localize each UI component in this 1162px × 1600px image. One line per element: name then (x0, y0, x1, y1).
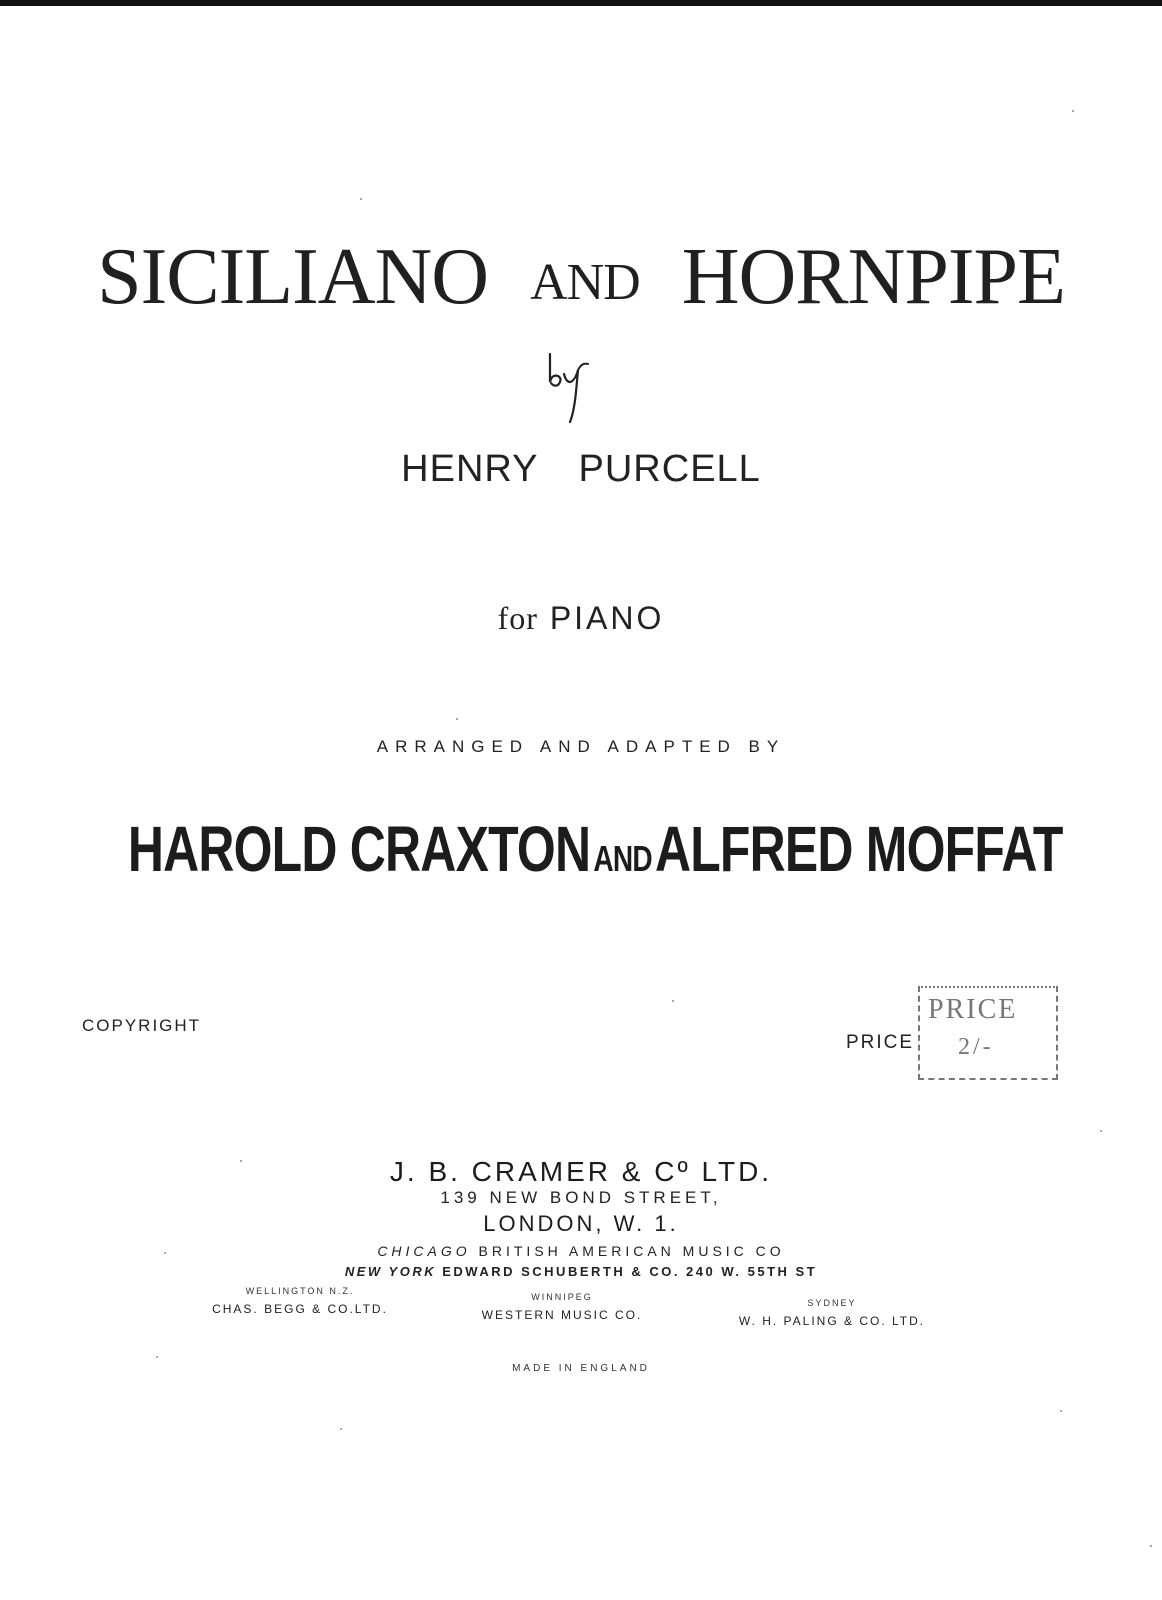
agent-wellington (200, 1286, 400, 1316)
scan-speck (1150, 1545, 1152, 1547)
instrument-name: PIANO (549, 600, 665, 636)
agent-sydney-name: W. H. PALING & CO. LTD. (738, 1314, 926, 1328)
price-label: PRICE (846, 1032, 915, 1053)
agent-chicago-city: CHICAGO (377, 1243, 471, 1259)
scan-speck (164, 1252, 166, 1254)
price-stamp-word: PRICE (928, 994, 1018, 1025)
scan-speck (672, 1000, 674, 1002)
title-part-2: HORNPIPE (681, 233, 1065, 321)
arranger-1: HAROLD CRAXTON (127, 813, 591, 885)
agent-chicago (0, 1243, 1162, 1259)
agent-newyork-name: EDWARD SCHUBERTH & CO. 240 W. 55TH ST (442, 1264, 818, 1279)
scan-top-edge (0, 0, 1162, 6)
agent-chicago-name: BRITISH AMERICAN MUSIC CO (478, 1243, 785, 1259)
price-stamp-value: 2/- (958, 1034, 994, 1060)
price-stamp (918, 986, 1058, 1080)
agent-sydney (722, 1298, 942, 1328)
scan-speck (456, 718, 458, 720)
agent-newyork-city: NEW YORK (344, 1264, 437, 1279)
agent-wellington-city: WELLINGTON N.Z. (245, 1286, 355, 1296)
scan-speck (340, 1428, 342, 1430)
title-conjunction: AND (530, 254, 640, 311)
arrangers-names (127, 812, 1063, 886)
agent-new-york (0, 1264, 1162, 1279)
scan-speck (156, 1356, 158, 1358)
arrangers-conjunction: AND (593, 838, 652, 879)
cover-title (0, 232, 1162, 323)
scan-speck (360, 198, 362, 200)
agent-winnipeg (462, 1292, 662, 1322)
agent-winnipeg-city: WINNIPEG (531, 1292, 593, 1302)
title-part-1: SICILIANO (97, 233, 489, 321)
scan-speck (1060, 1410, 1062, 1412)
scan-speck (1072, 110, 1074, 112)
instrument-prefix: for (497, 600, 538, 636)
instrument-line (0, 600, 1162, 637)
agent-winnipeg-name: WESTERN MUSIC CO. (481, 1308, 643, 1322)
publisher-name: J. B. CRAMER & Cº LTD. (389, 1156, 773, 1187)
publisher-city: LONDON, W. 1. (483, 1211, 679, 1236)
composer-first-name: HENRY (401, 448, 539, 490)
publisher-address: 139 NEW BOND STREET, (440, 1188, 722, 1207)
agent-wellington-name: CHAS. BEGG & CO.LTD. (212, 1302, 388, 1316)
made-in-label: MADE IN ENGLAND (512, 1363, 650, 1374)
copyright-label: COPYRIGHT (82, 1016, 202, 1035)
scan-speck (240, 1160, 242, 1162)
agent-sydney-city: SYDNEY (807, 1298, 857, 1308)
scan-speck (1100, 1130, 1102, 1132)
arranger-2: ALFRED MOFFAT (654, 813, 1063, 885)
handwritten-by (546, 352, 596, 424)
arranged-by-line: ARRANGED AND ADAPTED BY (376, 737, 786, 756)
composer-name (0, 448, 1162, 491)
composer-last-name: PURCELL (578, 448, 761, 490)
